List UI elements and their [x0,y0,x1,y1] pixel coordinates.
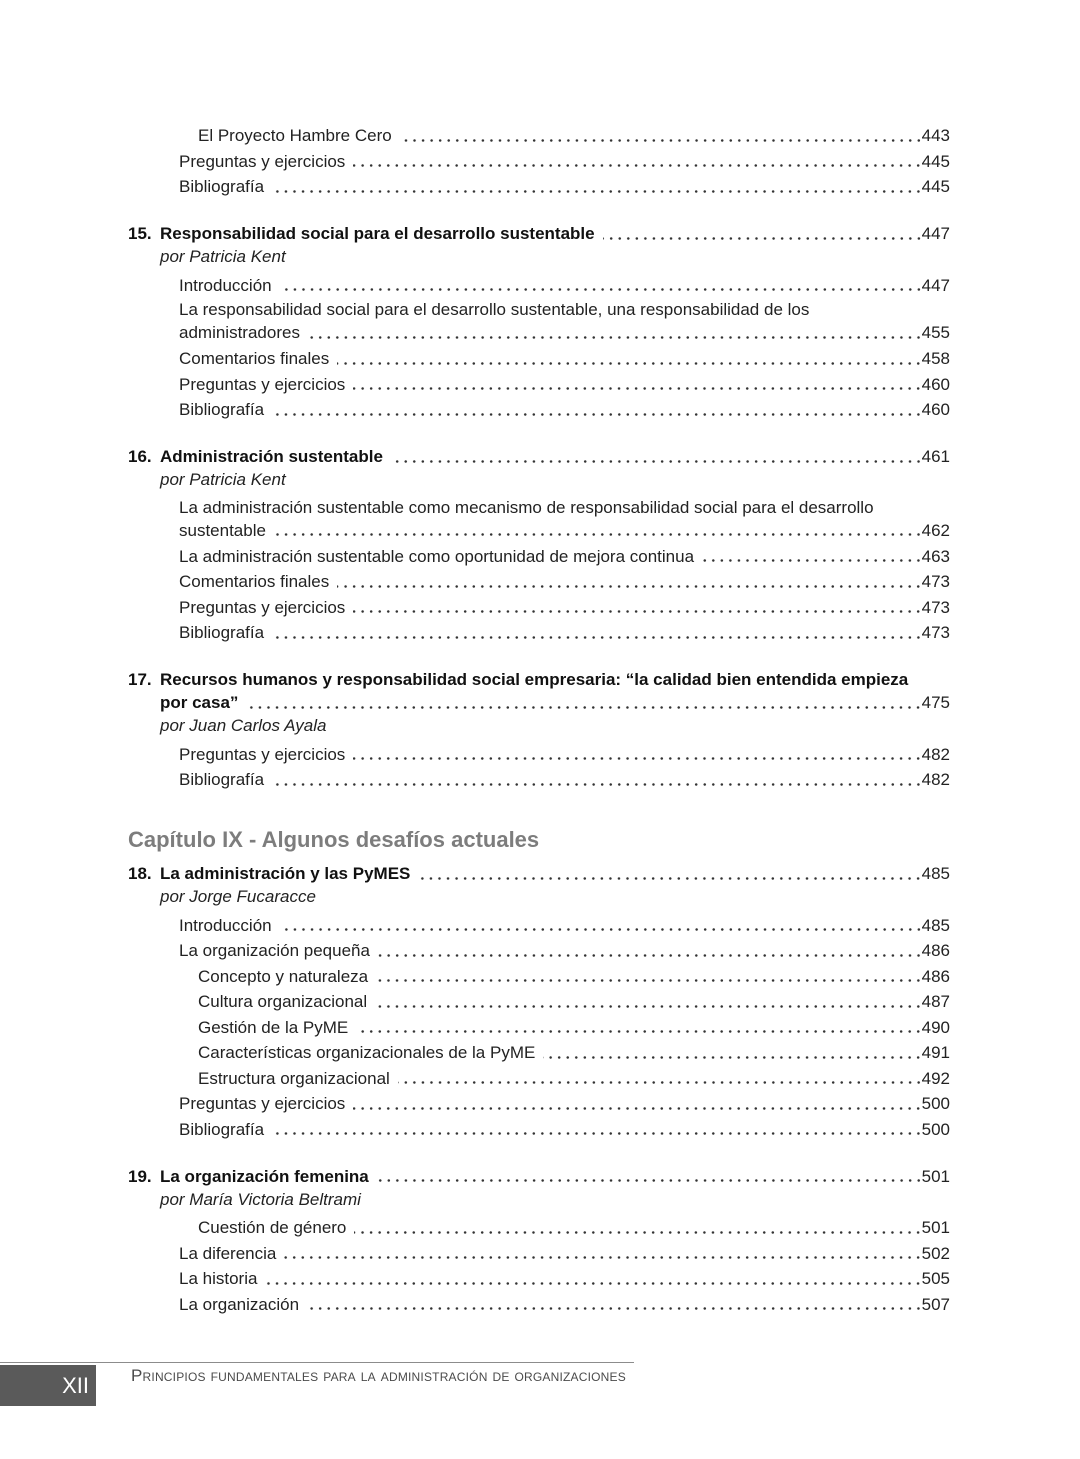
entry-title: El Proyecto Hambre Cero [198,126,392,145]
toc-entry [0,989,950,1015]
dot-leader [265,1282,920,1285]
toc-entry [0,1266,950,1292]
entry-title: Bibliografía [179,623,265,642]
entry-title: Introducción [179,915,272,935]
toc-entry [0,298,950,344]
chapter-number: 19. [128,1166,152,1186]
dot-leader [543,1056,920,1059]
dot-leader [418,877,920,880]
entry-title: La administración sustentable como oportunidad de mejora continua [179,546,695,566]
chapter-title: por casa” [160,693,239,712]
footer-rule [0,1362,634,1363]
entry-line [0,321,950,344]
dot-leader [272,636,921,639]
entry-line [0,372,950,398]
entry-line [0,346,950,372]
toc-entry [0,569,950,595]
dot-leader [398,1081,921,1084]
page-number: 490 [921,1017,950,1037]
entry-line [0,397,950,423]
dot-leader [375,1005,920,1008]
chapter-number: 15. [128,224,152,243]
entry-line [0,964,950,990]
entry-line [0,222,950,245]
page-number: 443 [921,126,950,145]
toc-entry [0,1015,950,1041]
chapter-block [0,668,950,793]
entry-line [0,767,950,793]
chapter-title: Administración sustentable [160,447,383,466]
chapter-block [0,862,950,1142]
dot-leader [274,533,921,536]
page-number: 486 [921,941,950,960]
dot-leader [400,139,921,142]
chapter-title: Responsabilidad social para el desarrollo sustentable [160,224,595,243]
table-of-contents [0,123,950,1317]
entry-title: Introducción [179,275,272,295]
page-number: 482 [921,770,950,789]
toc-entry [0,620,950,646]
page-number: 447 [921,224,950,243]
page-number: 460 [921,400,950,419]
entry-title: Comentarios finales [179,572,330,591]
page-number: 491 [921,1043,950,1062]
entry-line [0,298,950,321]
entry-line [0,668,950,691]
dot-leader [308,336,921,339]
page-number: 485 [921,864,950,883]
entry-line [0,938,950,964]
page-number: 505 [921,1269,950,1288]
entry-title: Comentarios finales [179,349,330,368]
dot-leader [280,288,921,291]
toc-entry [0,496,950,542]
entry-line [0,1117,950,1143]
page-number: 500 [921,1094,950,1113]
entry-line [0,1292,950,1318]
entry-title: Cultura organizacional [198,992,368,1011]
toc-entry [0,372,950,398]
entry-title: Concepto y naturaleza [198,966,369,986]
dot-leader [353,757,920,760]
dot-leader [280,928,921,931]
chapter-author: por Patricia Kent [160,470,286,489]
toc-entry [0,149,950,175]
chapter-block [0,1165,950,1318]
entry-title: sustentable [179,520,266,540]
entry-line [0,1165,950,1188]
entry-line [0,123,950,149]
entry-title: Preguntas y ejercicios [179,151,346,171]
entry-title: La historia [179,1269,258,1288]
page-number: 475 [921,693,950,712]
page-number: 501 [921,1218,950,1237]
page-number: 445 [921,177,950,196]
chapter-author: por María Victoria Beltrami [160,1189,361,1209]
entry-line [0,1040,950,1066]
entry-title: Bibliografía [179,770,265,789]
dot-leader [337,585,920,588]
dot-leader [354,1231,920,1234]
dot-leader [307,1307,921,1310]
toc-entry [0,767,950,793]
entry-line [0,569,950,595]
chapter-author: por Jorge Fucaracce [160,887,316,906]
entry-title: La administración sustentable como mecanismo de responsabilidad social para el desarrollo [179,497,874,517]
page-number: 463 [921,546,950,566]
dot-leader [284,1256,920,1259]
chapter-number: 16. [128,447,152,466]
entry-line [0,1266,950,1292]
dot-leader [353,1107,920,1110]
page-number: 473 [921,597,950,617]
page-number: 507 [921,1294,950,1314]
toc-entry [0,595,950,621]
toc-entry [0,1215,950,1241]
chapter-number: 17. [128,670,152,689]
toc-entry [0,1117,950,1143]
dot-leader [702,559,921,562]
entry-line [0,691,950,714]
entry-title: La diferencia [179,1243,277,1263]
toc-entry [0,964,950,990]
entry-line [0,742,950,768]
entry-title: Características organizacionales de la PyME [198,1043,536,1062]
entry-line [0,1215,950,1241]
toc-entry [0,742,950,768]
entry-title: Preguntas y ejercicios [179,1094,346,1113]
page-number: 487 [921,992,950,1011]
entry-line [0,174,950,200]
page-number: 501 [921,1166,950,1186]
entry-title: Estructura organizacional [198,1068,390,1088]
entry-line [0,149,950,175]
page-number: 447 [921,275,950,295]
chapter-author: por Juan Carlos Ayala [160,716,327,735]
entry-line [0,913,950,939]
entry-line [0,1066,950,1092]
continued-entries [0,123,950,200]
dot-leader [377,1179,921,1182]
dot-leader [353,387,920,390]
entry-line [0,1015,950,1041]
entry-title: La organización pequeña [179,941,370,960]
page-number: 462 [921,520,950,540]
dot-leader [376,979,921,982]
page-number: 455 [921,323,950,342]
dot-leader [356,1030,920,1033]
entry-title: Bibliografía [179,400,265,419]
dot-leader [337,362,920,365]
entry-line [0,273,950,299]
page-number: 492 [921,1068,950,1088]
entry-line [0,544,950,570]
chapter-number: 18. [128,864,152,883]
running-title: Principios fundamentales para la administración de organizaciones [131,1366,626,1385]
dot-leader [272,190,921,193]
page-number: 500 [921,1119,950,1139]
entry-title: La responsabilidad social para el desarrollo sustentable, una responsabilidad de los [179,300,810,319]
dot-leader [246,706,920,709]
page-number: 461 [921,447,950,466]
entry-title: Bibliografía [179,177,265,196]
toc-entry [0,1040,950,1066]
toc-entry [0,913,950,939]
chapter-author: por Patricia Kent [160,247,286,266]
dot-leader [272,1132,921,1135]
dot-leader [353,164,920,167]
toc-entry [0,544,950,570]
toc-entry [0,1091,950,1117]
entry-title: La organización [179,1294,300,1314]
toc-entry [0,346,950,372]
toc-entry [0,174,950,200]
dot-leader [378,954,921,957]
entry-line [0,620,950,646]
page-number: 486 [921,966,950,986]
entry-line [0,1091,950,1117]
chapter-title: Recursos humanos y responsabilidad social empresaria: “la calidad bien entendida empieza [160,670,909,689]
page-number: 458 [921,349,950,368]
page-number: 482 [921,744,950,764]
page-number: 460 [921,374,950,394]
dot-leader [391,460,921,463]
entry-title: administradores [179,323,300,342]
entry-title: Preguntas y ejercicios [179,744,346,764]
toc-entry [0,397,950,423]
chapter-block [0,445,950,646]
entry-title: Gestión de la PyME [198,1017,349,1037]
toc-entry [0,1066,950,1092]
chapter-title: La organización femenina [160,1166,369,1186]
entry-line [0,1241,950,1267]
entry-line [0,595,950,621]
dot-leader [272,413,921,416]
entry-line [0,862,950,885]
toc-entry [0,938,950,964]
page-number: 502 [921,1243,950,1263]
toc-entry [0,1241,950,1267]
entry-line [0,445,950,468]
part-heading: Capítulo IX - Algunos desafíos actuales [128,826,540,852]
entry-title: Preguntas y ejercicios [179,374,346,394]
page-number: 473 [921,623,950,642]
page-folio: XII [0,1365,96,1406]
toc-entry [0,123,950,149]
dot-leader [603,237,921,240]
toc-entry [0,273,950,299]
chapter-block [0,222,950,423]
page-number: 445 [921,151,950,171]
entry-line [0,989,950,1015]
entry-title: Bibliografía [179,1119,265,1139]
dot-leader [353,610,920,613]
entry-title: Preguntas y ejercicios [179,597,346,617]
entry-line [0,496,950,519]
toc-entry [0,1292,950,1318]
page-number: 485 [921,915,950,935]
entry-line [0,519,950,542]
dot-leader [272,783,921,786]
page-number: 473 [921,572,950,591]
chapter-title: La administración y las PyMES [160,864,411,883]
entry-title: Cuestión de género [198,1218,347,1237]
